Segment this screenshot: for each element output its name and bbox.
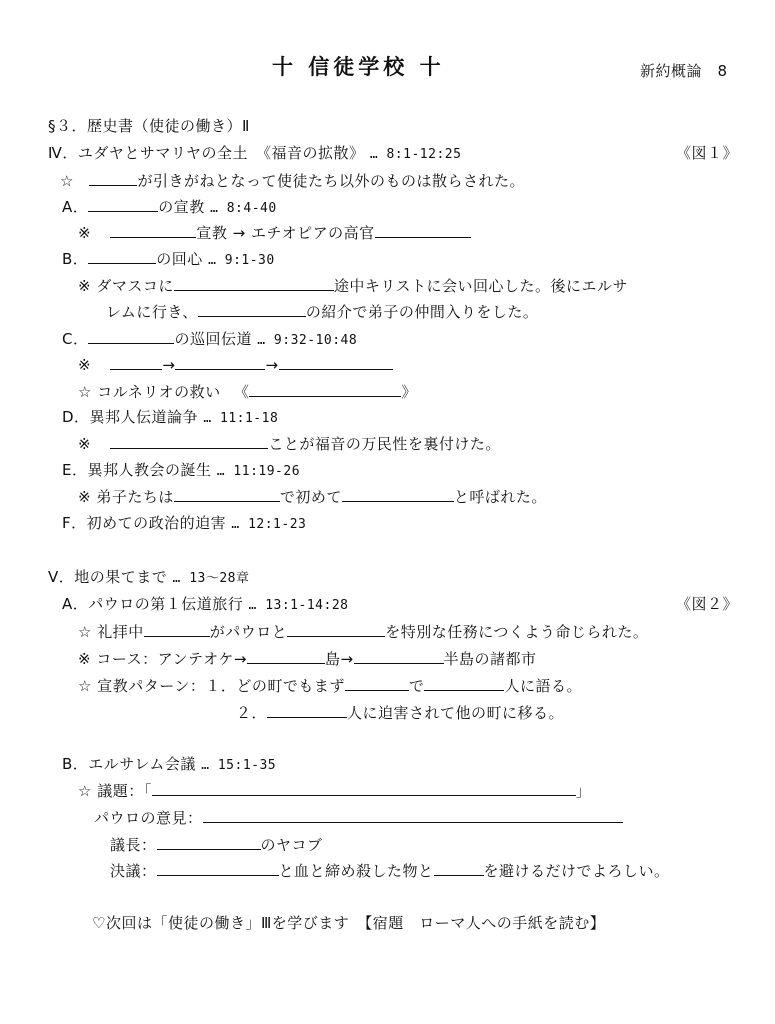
blank-field[interactable] xyxy=(174,487,280,502)
blank-field[interactable] xyxy=(267,703,347,718)
blank-field[interactable] xyxy=(203,808,623,823)
section-heading: §３．歴史書（使徒の働き）Ⅱ xyxy=(48,117,250,135)
blank-field[interactable] xyxy=(345,676,409,691)
ch4-item-b: B． の回心 … 9:1-30 xyxy=(62,250,275,268)
blank-field[interactable] xyxy=(287,622,385,637)
ch4-item-e: E．異邦人教会の誕生 … 11:19-26 xyxy=(62,461,301,479)
blank-field[interactable] xyxy=(342,487,454,502)
ch5-item-a: A．パウロの第１伝道旅行 … 13:1-14:28 xyxy=(62,595,349,613)
blank-field[interactable] xyxy=(88,197,158,212)
ch4-item-f: F．初めての政治的迫害 … 12:1-23 xyxy=(62,514,307,532)
blank-field[interactable] xyxy=(157,835,261,850)
ch4-item-b-note-line2: レムに行き、 の紹介で弟子の仲間入りをした。 xyxy=(106,303,539,321)
blank-field[interactable] xyxy=(175,355,265,370)
chapter-4-heading: Ⅳ．ユダヤとサマリヤの全土 《福音の拡散》 … 8:1-12:25 xyxy=(48,144,462,162)
blank-field[interactable] xyxy=(152,781,576,796)
blank-field[interactable] xyxy=(89,171,137,186)
ch4-item-b-note: ※ ダマスコに 途中キリストに会い回心した。後にエルサ xyxy=(78,277,629,295)
blank-field[interactable] xyxy=(144,622,210,637)
blank-field[interactable] xyxy=(157,861,279,876)
ch5-item-b-opinion: パウロの意見： xyxy=(94,808,623,827)
ch5-item-b-decision: 決議： と血と締め殺した物と を避けるだけでよろしい。 xyxy=(110,862,670,880)
ch4-item-e-note: ※ 弟子たちは で初めて と呼ばれた。 xyxy=(78,488,547,506)
blank-field[interactable] xyxy=(198,302,306,317)
ch4-item-a: A． の宣教 … 8:4-40 xyxy=(62,198,277,216)
ch4-item-c: C． の巡回伝道 … 9:32-10:48 xyxy=(62,330,358,348)
blank-field[interactable] xyxy=(434,861,484,876)
course-label: 新約概論 8 xyxy=(640,62,728,80)
chapter-5-heading: Ⅴ．地の果てまで … 13～28章 xyxy=(48,568,250,586)
blank-field[interactable] xyxy=(110,223,196,238)
figure-1-label: 《図１》 xyxy=(676,144,739,162)
blank-field[interactable] xyxy=(424,676,504,691)
ch5-item-b: B．エルサレム会議 … 15:1-35 xyxy=(62,755,277,773)
blank-field[interactable] xyxy=(88,249,156,264)
ch5-item-a-pattern-1: ☆ 宣教パターン：１．どの町でもまず で 人に語る。 xyxy=(78,677,582,695)
blank-field[interactable] xyxy=(247,649,325,664)
ch4-item-a-note: ※ 宣教 → エチオピアの高官 xyxy=(78,223,471,242)
blank-field[interactable] xyxy=(375,223,471,238)
blank-field[interactable] xyxy=(354,649,444,664)
footer-note: ♡次回は「使徒の働き」Ⅲを学びます 【宿題 ローマ人への手紙を読む】 xyxy=(92,914,606,932)
blank-field[interactable] xyxy=(88,329,174,344)
ch5-item-a-course: ※ コース：アンテオケ→ 島→ 半島の諸都市 xyxy=(78,650,537,668)
page-title: 十 信徒学校 十 xyxy=(272,55,445,79)
blank-field[interactable] xyxy=(110,355,162,370)
ch4-item-d: D．異邦人伝道論争 … 11:1-18 xyxy=(62,408,279,426)
ch4-star-line: ☆ が引きがねとなって使徒たち以外のものは散らされた。 xyxy=(60,172,525,190)
ch5-item-a-star: ☆ 礼拝中 がパウロと を特別な任務につくよう命じられた。 xyxy=(78,623,649,641)
blank-field[interactable] xyxy=(279,355,393,370)
ch4-item-c-note: ※ → → xyxy=(78,355,393,374)
ch5-item-a-pattern-2: ２． 人に迫害されて他の町に移る。 xyxy=(236,704,565,722)
ch5-item-b-topic: ☆ 議題：「 」 xyxy=(78,782,592,800)
blank-field[interactable] xyxy=(249,382,401,397)
figure-2-label: 《図２》 xyxy=(676,595,739,613)
blank-field[interactable] xyxy=(174,276,334,291)
ch4-item-d-note: ※ ことが福音の万民性を裏付けた。 xyxy=(78,435,501,453)
ch4-item-c-star: ☆ コルネリオの救い 《 》 xyxy=(78,383,417,401)
ch5-item-b-chair: 議長： のヤコブ xyxy=(110,836,323,854)
blank-field[interactable] xyxy=(110,434,268,449)
